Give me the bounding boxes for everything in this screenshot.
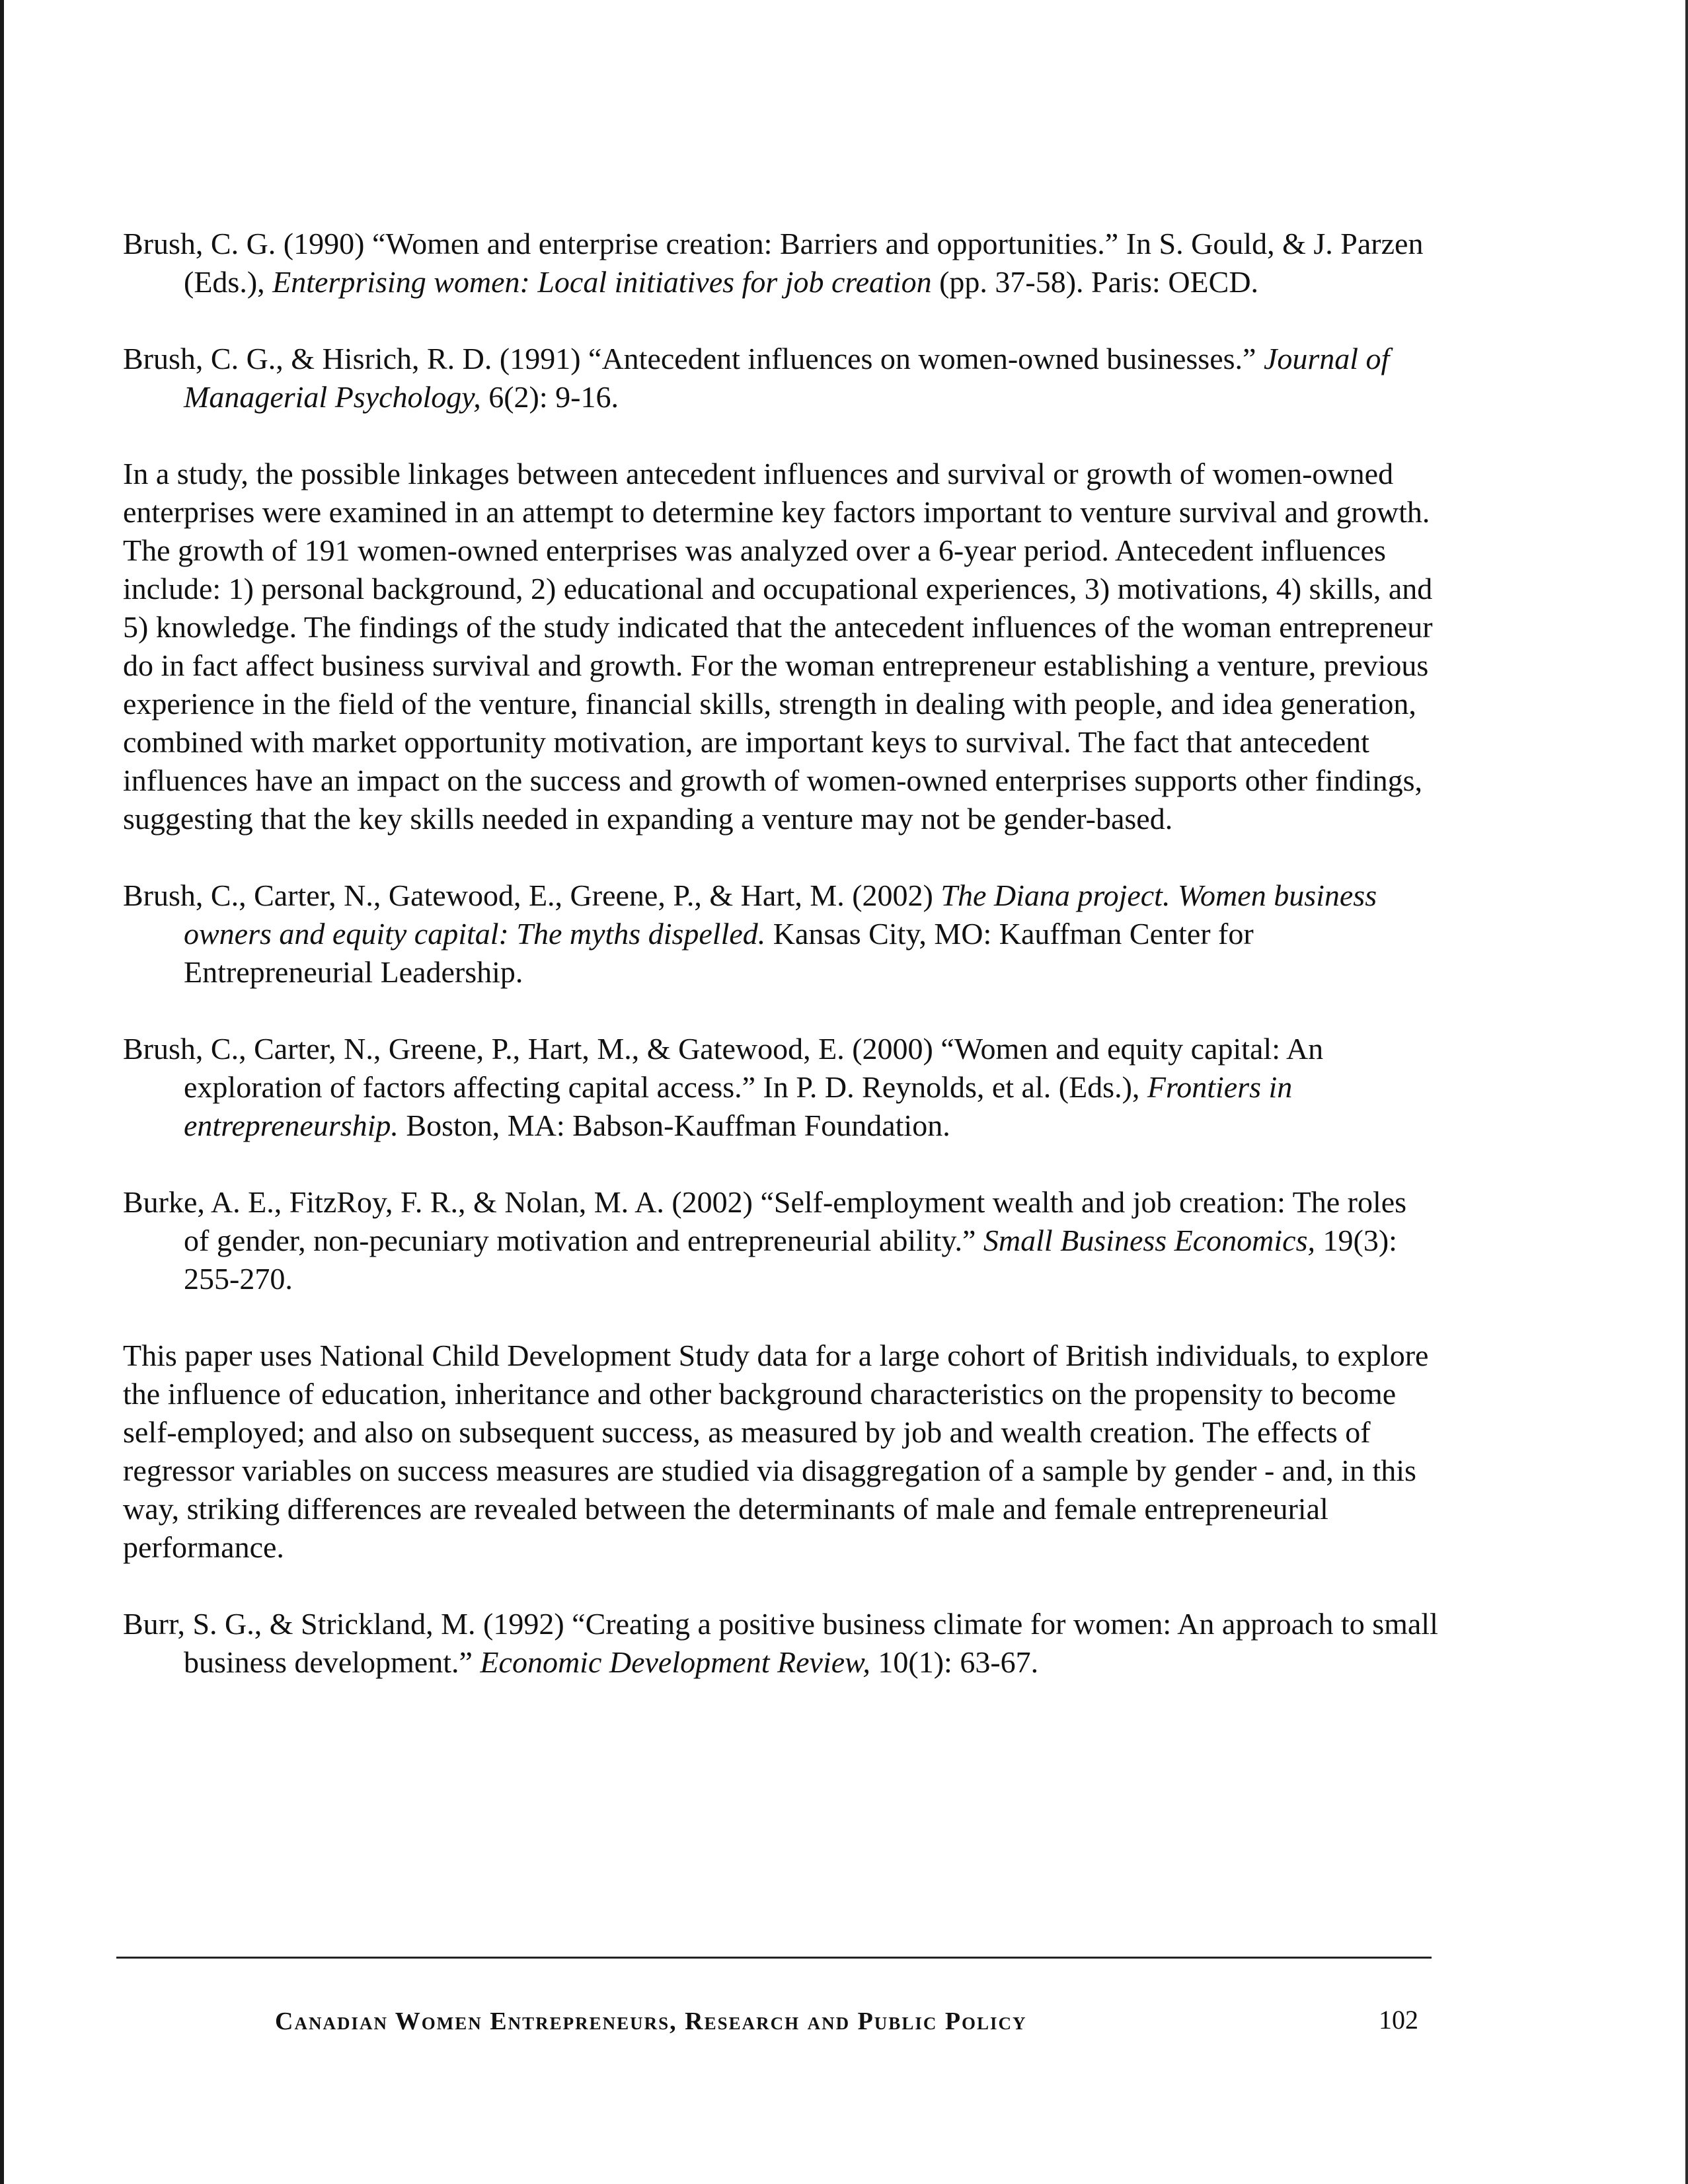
page-content [123, 225, 1438, 1720]
reference-entry [123, 225, 1438, 301]
footer-title: Canadian Women Entrepreneurs, Research and Public Policy [275, 2008, 1027, 2035]
reference-lead: Brush, C. G., & Hisrich, R. D. (1991) “Antecedent influences on women-owned businesses.” [123, 342, 1264, 375]
reference-tail: 19(3): 255-270. [184, 1224, 1397, 1296]
page-number: 102 [1379, 2005, 1418, 2035]
reference-entry [123, 1183, 1438, 1298]
reference-tail: 10(1): 63-67. [870, 1645, 1039, 1679]
reference-tail: (pp. 37-58). Paris: OECD. [931, 265, 1259, 299]
reference-entry [123, 1605, 1438, 1682]
reference-lead: Brush, C. G. (1990) “Women and enterprise creation: Barriers and opportunities.” In S. Gould, & J. Parzen (Eds.), [123, 227, 1424, 299]
footer-rule [116, 1957, 1432, 1959]
reference-entry [123, 340, 1438, 416]
reference-lead: Burr, S. G., & Strickland, M. (1992) “Creating a positive business climate for women: An approach to small business development.” [123, 1607, 1438, 1679]
reference-title: The Diana project. Women business owners and equity capital: The myths dispelled. [184, 878, 1377, 951]
scan-edge-right [1685, 0, 1688, 2184]
reference-tail: 6(2): 9-16. [480, 380, 619, 414]
reference-title: Enterprising women: Local initiatives for job creation [272, 265, 932, 299]
reference-entry [123, 877, 1438, 992]
abstract-paragraph: This paper uses National Child Development Study data for a large cohort of British individuals, to explore the influence of education, inheritance and other background characteristics on the propensity to become self-employed; and also on subsequent success, as measured by job and wealth creation. The effects of regressor variables on success measures are studied via disaggregation of a sample by gender - and, in this way, striking differences are revealed between the determinants of male and female entrepreneurial performance. [123, 1339, 1429, 1564]
reference-title: Frontiers in entrepreneurship. [184, 1070, 1293, 1142]
reference-lead: Brush, C., Carter, N., Greene, P., Hart, M., & Gatewood, E. (2000) “Women and equity capital: An exploration of factors affecting capital access.” In P. D. Reynolds, et al. (Eds.), [123, 1032, 1324, 1104]
reference-entry [123, 1030, 1438, 1145]
reference-lead: Brush, C., Carter, N., Gatewood, E., Greene, P., & Hart, M. (2002) [123, 878, 941, 912]
abstract-paragraph: In a study, the possible linkages between antecedent influences and survival or growth of women-owned enterprises were examined in an attempt to determine key factors important to venture survival and growth. The growth of 191 women-owned enterprises was analyzed over a 6-year period. Antecedent influences include: 1) personal background, 2) educational and occupational experiences, 3) motivations, 4) skills, and 5) knowledge. The findings of the study indicated that the antecedent influences of the woman entrepreneur do in fact affect business survival and growth. For the woman entrepreneur establishing a venture, previous experience in the field of the venture, financial skills, strength in dealing with people, and idea generation, combined with market opportunity motivation, are important keys to survival. The fact that antecedent influences have an impact on the success and growth of women-owned enterprises supports other findings, suggesting that the key skills needed in expanding a venture may not be gender-based. [123, 457, 1433, 836]
reference-title: Journal of Managerial Psychology, [184, 342, 1390, 414]
reference-tail: Boston, MA: Babson-Kauffman Foundation. [398, 1109, 950, 1142]
reference-lead: Burke, A. E., FitzRoy, F. R., & Nolan, M. A. (2002) “Self-employment wealth and job creation: The roles of gender, non-pecuniary motivation and entrepreneurial ability.” [123, 1185, 1407, 1257]
reference-title: Economic Development Review, [480, 1645, 870, 1679]
reference-title: Small Business Economics, [983, 1224, 1316, 1257]
reference-tail: Kansas City, MO: Kauffman Center for Entrepreneurial Leadership. [184, 917, 1254, 989]
scan-edge-left [0, 0, 4, 2184]
